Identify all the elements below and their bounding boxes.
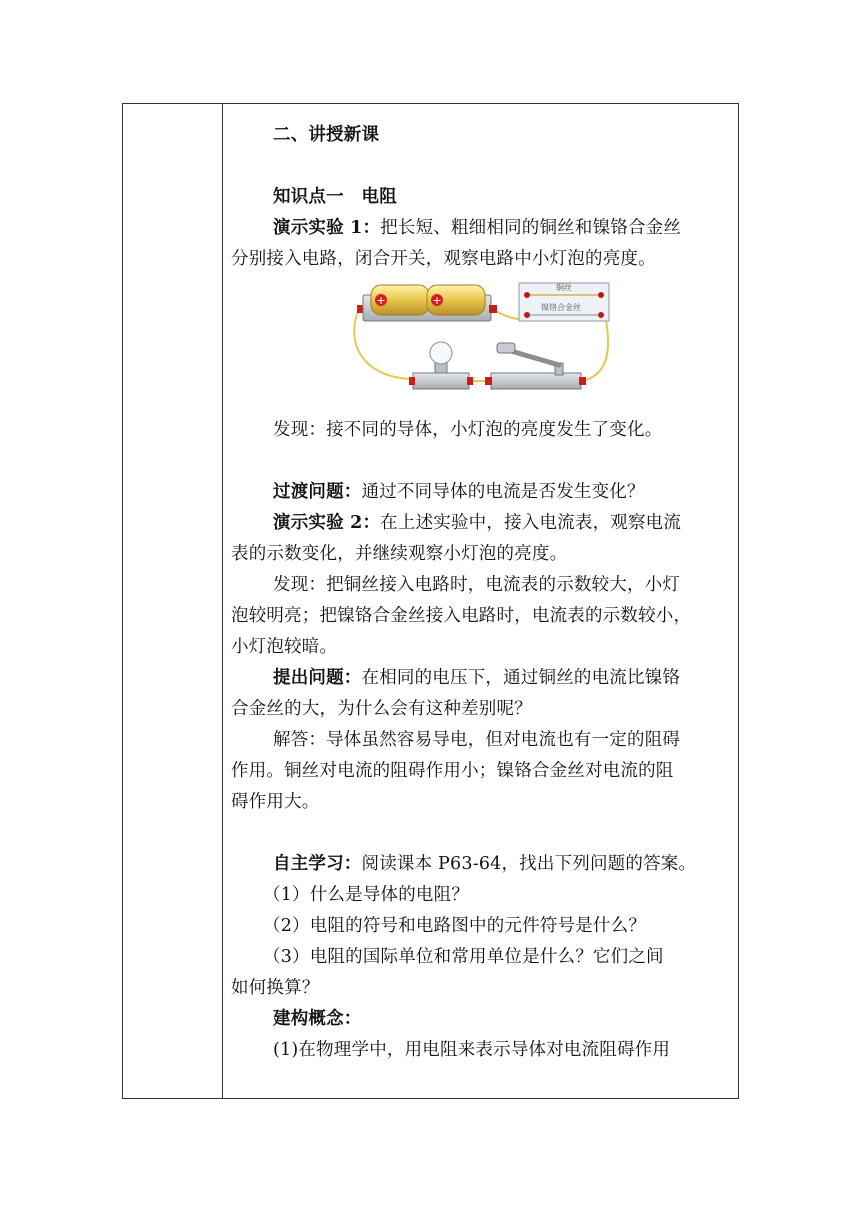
demo2-paragraph — [231, 508, 731, 539]
self-study-label: 自主学习： — [273, 854, 362, 874]
answer-line2: 作用。铜丝对电流的阻碍作用小；镍铬合金丝对电流的阻 — [231, 761, 674, 781]
self-study-paragraph — [231, 849, 731, 880]
answer-line1: 解答：导体虽然容易导电，但对电流也有一定的阻碍 — [273, 730, 681, 750]
light-bulb-icon — [430, 342, 452, 364]
lamp-base — [413, 373, 469, 389]
concept-label: 建构概念： — [273, 1009, 362, 1029]
circuit-figure — [231, 281, 731, 411]
demo2-text: 在上述实验中，接入电流表，观察电流 — [380, 513, 682, 533]
demo2-label: 演示实验 2： — [273, 513, 381, 533]
column-divider — [222, 104, 223, 1098]
lamp-terminal — [467, 377, 473, 385]
self-study-question-2: （2）电阻的符号和电路图中的元件符号是什么？ — [263, 916, 647, 936]
self-study-question-1: （1）什么是导体的电阻？ — [263, 885, 470, 905]
transition-label: 过渡问题： — [273, 482, 362, 502]
nichrome-wire-label: 镍铬合金丝 — [541, 303, 581, 312]
switch-base — [491, 373, 581, 389]
answer-line3: 碍作用大。 — [231, 792, 320, 812]
battery-plus-symbol-1: + — [376, 294, 386, 307]
finding2-line1: 发现：把铜丝接入电路时，电流表的示数较大，小灯 — [273, 575, 681, 595]
lesson-content — [231, 120, 731, 1066]
board-terminal — [524, 312, 530, 318]
question-label: 提出问题： — [273, 668, 362, 688]
concept-item-1: (1)在物理学中，用电阻来表示导体对电流阻碍作用 — [273, 1040, 671, 1060]
circuit-diagram — [351, 281, 613, 403]
transition-paragraph — [231, 477, 731, 508]
question-text-line2: 合金丝的大，为什么会有这种差别呢？ — [231, 699, 532, 719]
lamp-terminal — [409, 377, 415, 385]
wire-right — [583, 319, 608, 381]
section-title: 二、讲授新课 — [273, 125, 380, 145]
transition-text: 通过不同导体的电流是否发生变化？ — [361, 482, 645, 502]
board-terminal — [598, 292, 604, 298]
switch-terminal — [579, 377, 586, 385]
demo1-label: 演示实验 1： — [273, 218, 381, 238]
knowledge-point-title: 知识点一 电阻 — [273, 187, 397, 207]
lesson-table — [122, 103, 739, 1099]
board-terminal — [524, 292, 530, 298]
question-text: 在相同的电压下，通过铜丝的电流比镍铬 — [361, 668, 681, 688]
demo2-text-line2: 表的示数变化，并继续观察小灯泡的亮度。 — [231, 544, 568, 564]
question-paragraph — [231, 663, 731, 694]
battery-plus-symbol-2: + — [432, 294, 442, 307]
demo1-text-line2: 分别接入电路，闭合开关，观察电路中小灯泡的亮度。 — [231, 249, 656, 269]
battery-terminal-right — [489, 305, 497, 313]
finding1: 发现：接不同的导体，小灯泡的亮度发生了变化。 — [273, 420, 663, 440]
demo1-text: 把长短、粗细相同的铜丝和镍铬合金丝 — [380, 218, 682, 238]
self-study-text: 阅读课本 P63-64，找出下列问题的答案。 — [361, 854, 697, 874]
demo1-paragraph — [231, 213, 731, 244]
board-terminal — [598, 312, 604, 318]
self-study-question-3: （3）电阻的国际单位和常用单位是什么？它们之间 — [263, 947, 664, 967]
copper-wire-label: 铜丝 — [556, 283, 572, 292]
finding2-line2: 泡较明亮；把镍铬合金丝接入电路时，电流表的示数较小， — [231, 606, 692, 626]
finding2-line3: 小灯泡较暗。 — [231, 637, 338, 657]
switch-handle — [497, 343, 515, 353]
self-study-question-3-line2: 如何换算？ — [231, 978, 320, 998]
switch-terminal — [485, 377, 492, 385]
switch-lever — [511, 351, 559, 365]
